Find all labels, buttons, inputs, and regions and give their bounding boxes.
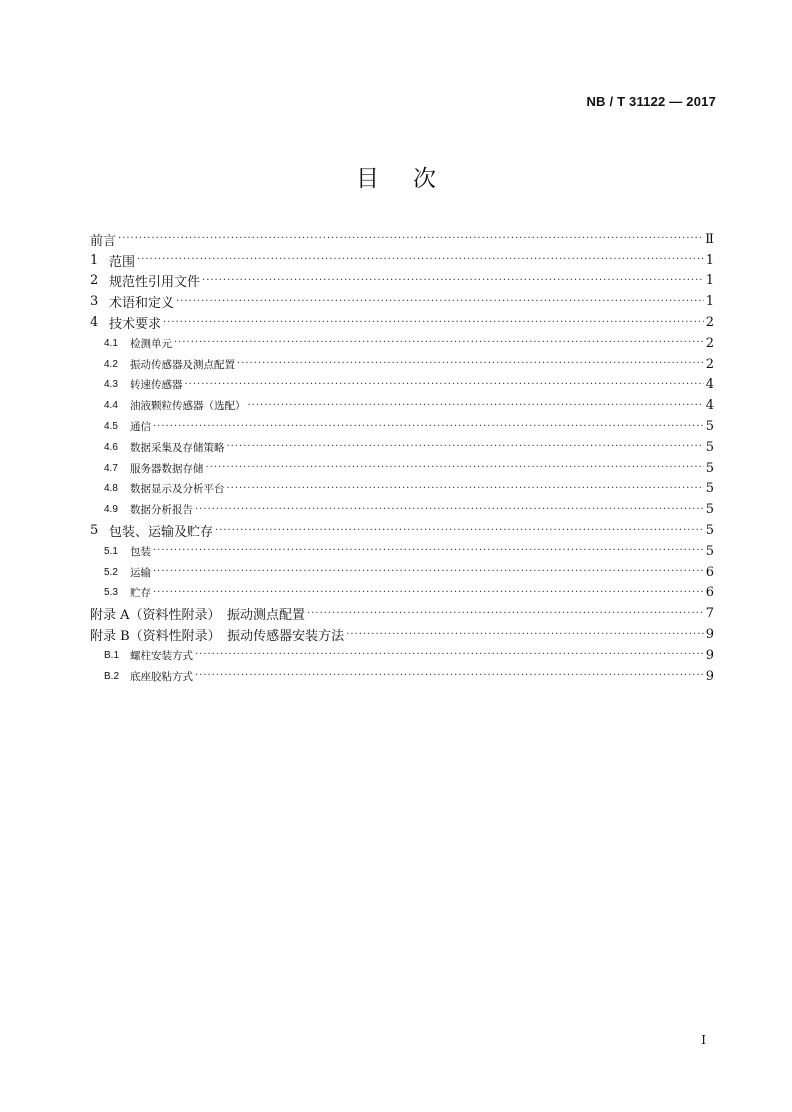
toc-entry-title: 通信 <box>130 421 151 434</box>
toc-entry-number: 4.9 <box>104 504 118 516</box>
toc-entry[interactable] <box>90 437 714 458</box>
toc-entry-title: 贮存 <box>130 587 151 600</box>
toc-entry-title: 包装、运输及贮存 <box>109 525 214 541</box>
document-code: NB / T 31122 — 2017 <box>586 94 716 109</box>
toc-entry[interactable] <box>90 666 714 687</box>
toc-entry[interactable] <box>90 250 714 271</box>
toc-entry-page: 6 <box>705 564 714 580</box>
toc-entry-number: 1 <box>90 252 99 268</box>
toc-entry-page: 7 <box>705 606 714 622</box>
toc-leader-dots <box>237 359 704 369</box>
toc-entry-number: 2 <box>90 273 99 289</box>
toc-entry[interactable] <box>90 583 714 604</box>
toc-entry-number: 5.3 <box>104 587 118 599</box>
toc-entry-page: 9 <box>705 647 714 663</box>
toc-entry-title: 运输 <box>130 566 151 579</box>
toc-leader-dots <box>195 650 704 660</box>
toc-leader-dots <box>176 297 704 307</box>
toc-entry-page: 2 <box>705 315 714 331</box>
toc-entry-title: 附录 A（资料性附录） 振动测点配置 <box>90 608 306 624</box>
toc-entry-title: 油液颗粒传感器（选配） <box>130 400 246 413</box>
table-of-contents <box>90 229 714 687</box>
toc-entry-title: 振动传感器及测点配置 <box>130 358 235 371</box>
toc-entry-title: 包装 <box>130 545 151 558</box>
toc-entry-number: 4.1 <box>104 337 118 349</box>
toc-entry-title: 螺柱安装方式 <box>130 649 193 662</box>
toc-entry[interactable] <box>90 499 714 520</box>
toc-entry[interactable] <box>90 624 714 645</box>
toc-entry-number: 4.8 <box>104 483 118 495</box>
toc-leader-dots <box>118 234 703 244</box>
toc-leader-dots <box>206 463 704 473</box>
toc-leader-dots <box>185 380 704 390</box>
toc-leader-dots <box>227 442 704 452</box>
toc-leader-dots <box>174 338 704 348</box>
toc-entry-title: 转速传感器 <box>130 379 183 392</box>
toc-entry[interactable] <box>90 541 714 562</box>
toc-entry-page: 9 <box>705 627 714 643</box>
toc-entry[interactable] <box>90 645 714 666</box>
toc-entry-page: 5 <box>705 481 714 497</box>
toc-leader-dots <box>195 505 704 515</box>
footer-page-number: I <box>701 1033 706 1047</box>
toc-entry-page: 5 <box>705 419 714 435</box>
toc-entry-number: 5.2 <box>104 566 118 578</box>
toc-entry-number: 4.7 <box>104 462 118 474</box>
toc-entry-title: 数据分析报告 <box>130 504 193 517</box>
toc-leader-dots <box>153 546 704 556</box>
toc-entry-number: B.1 <box>104 649 120 661</box>
toc-leader-dots <box>227 484 704 494</box>
toc-entry[interactable] <box>90 354 714 375</box>
toc-entry[interactable] <box>90 229 714 250</box>
toc-leader-dots <box>202 276 704 286</box>
toc-leader-dots <box>153 588 704 598</box>
toc-entry-title: 检测单元 <box>130 337 172 350</box>
toc-leader-dots <box>195 671 704 681</box>
toc-entry-title: 技术要求 <box>109 317 162 333</box>
toc-entry-title: 数据采集及存储策略 <box>130 441 225 454</box>
toc-entry-title: 术语和定义 <box>109 296 175 312</box>
toc-leader-dots <box>163 318 704 328</box>
toc-entry[interactable] <box>90 416 714 437</box>
toc-entry-page: 5 <box>705 502 714 518</box>
toc-entry-page: 5 <box>705 460 714 476</box>
toc-leader-dots <box>137 255 704 265</box>
toc-entry-number: 5 <box>90 523 99 539</box>
toc-entry-number: 4.3 <box>104 379 118 391</box>
toc-entry[interactable] <box>90 562 714 583</box>
toc-entry-number: 4.5 <box>104 421 118 433</box>
toc-entry-page: 2 <box>705 356 714 372</box>
toc-entry-title: 范围 <box>109 254 136 270</box>
page-title: 目次 <box>356 166 470 192</box>
toc-entry-number: 5.1 <box>104 545 118 557</box>
toc-entry[interactable] <box>90 603 714 624</box>
toc-entry-title: 服务器数据存储 <box>130 462 204 475</box>
toc-entry-title: 前言 <box>90 233 117 249</box>
toc-leader-dots <box>215 526 704 536</box>
toc-entry[interactable] <box>90 479 714 500</box>
toc-entry-page: 5 <box>705 523 714 539</box>
toc-entry[interactable] <box>90 333 714 354</box>
toc-entry-page: 1 <box>705 294 714 310</box>
toc-entry-title: 附录 B（资料性附录） 振动传感器安装方法 <box>90 629 345 645</box>
toc-entry-number: 4.6 <box>104 441 118 453</box>
toc-entry-number: 4.4 <box>104 400 118 412</box>
toc-leader-dots <box>346 630 704 640</box>
toc-entry[interactable] <box>90 271 714 292</box>
toc-entry-page: 4 <box>705 398 714 414</box>
toc-entry[interactable] <box>90 458 714 479</box>
toc-entry[interactable] <box>90 375 714 396</box>
toc-entry-title: 数据显示及分析平台 <box>130 483 225 496</box>
toc-entry-title: 规范性引用文件 <box>109 275 201 291</box>
toc-entry-page: 1 <box>705 252 714 268</box>
toc-entry-number: 4.2 <box>104 358 118 370</box>
toc-leader-dots <box>153 567 704 577</box>
toc-entry[interactable] <box>90 312 714 333</box>
toc-leader-dots <box>307 609 704 619</box>
toc-entry-title: 底座胶粘方式 <box>130 670 193 683</box>
toc-entry[interactable] <box>90 395 714 416</box>
toc-leader-dots <box>153 422 704 432</box>
toc-entry-page: 5 <box>705 543 714 559</box>
toc-entry-page: 9 <box>705 668 714 684</box>
toc-entry-page: 6 <box>705 585 714 601</box>
toc-entry-page: 5 <box>705 439 714 455</box>
toc-entry-number: B.2 <box>104 670 120 682</box>
toc-entry-number: 4 <box>90 315 99 331</box>
toc-entry-page: Ⅱ <box>705 231 714 247</box>
toc-entry-page: 2 <box>705 335 714 351</box>
toc-entry[interactable] <box>90 291 714 312</box>
toc-entry-page: 4 <box>705 377 714 393</box>
toc-entry[interactable] <box>90 520 714 541</box>
toc-entry-number: 3 <box>90 294 99 310</box>
toc-leader-dots <box>248 401 704 411</box>
toc-entry-page: 1 <box>705 273 714 289</box>
